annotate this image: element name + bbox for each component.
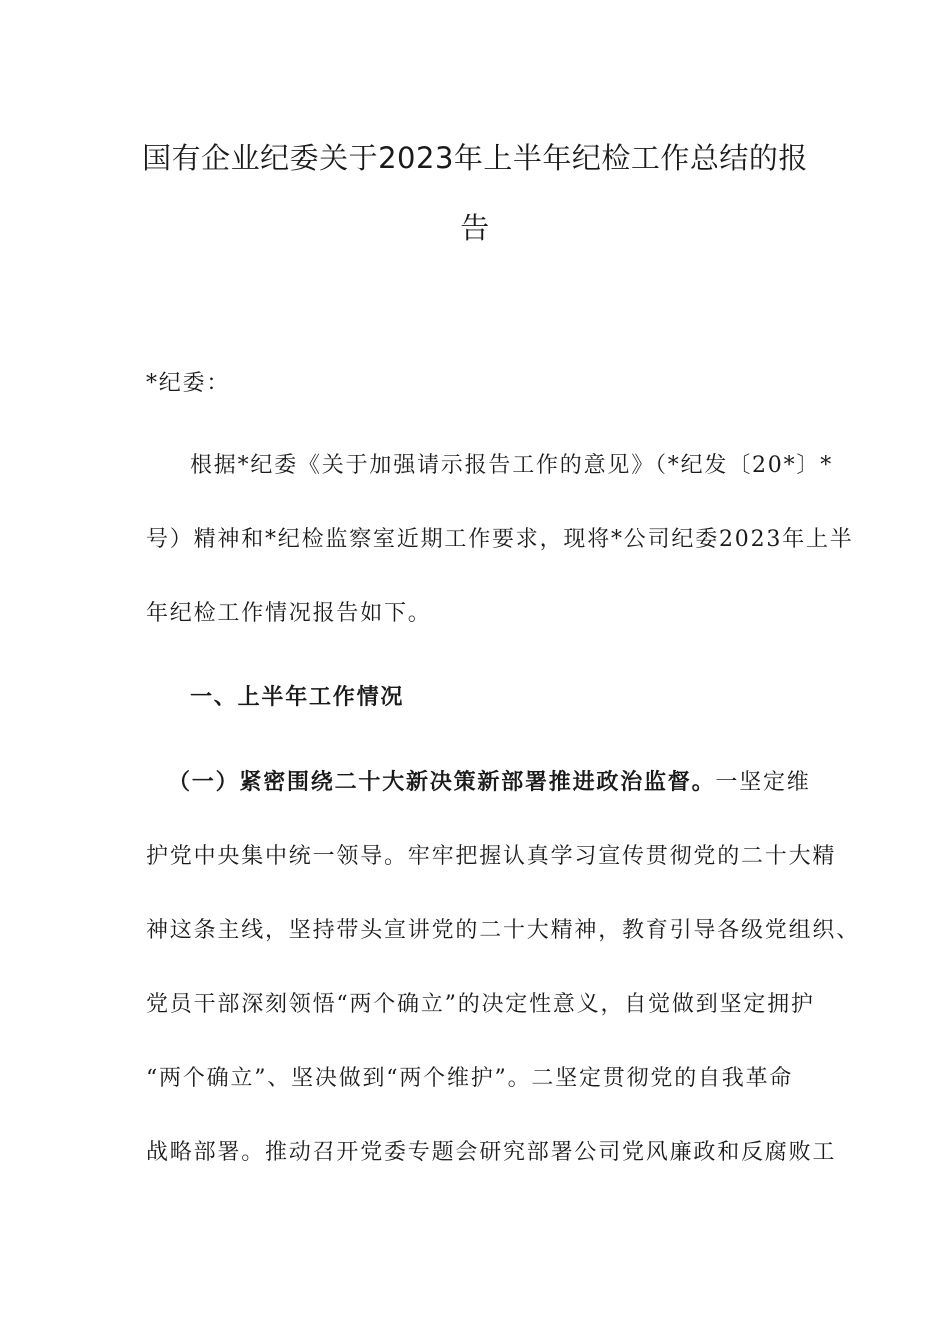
section-heading: 一、上半年工作情况 <box>190 684 405 710</box>
paragraph-line: 党员干部深刻领悟“两个确立”的决定性意义，自觉做到坚定拥护 <box>146 992 815 1017</box>
salutation: *纪委： <box>146 371 231 396</box>
subsection-text: 一坚定维 <box>715 770 811 795</box>
paragraph-line: “两个确立”、坚决做到“两个维护”。二坚定贯彻党的自我革命 <box>146 1066 794 1091</box>
subsection-heading: （一）紧密围绕二十大新决策新部署推进政治监督。 <box>168 769 716 795</box>
document-title-line2: 告 <box>460 211 490 245</box>
document-title-line1: 国有企业纪委关于2023年上半年纪检工作总结的报 <box>142 141 808 175</box>
paragraph-line: 年纪检工作情况报告如下。 <box>146 601 432 626</box>
paragraph-line: 护党中央集中统一领导。牢牢把握认真学习宣传贯彻党的二十大精 <box>146 844 837 869</box>
paragraph-line: 战略部署。推动召开党委专题会研究部署公司党风廉政和反腐败工 <box>146 1140 837 1165</box>
paragraph-line: 号）精神和*纪检监察室近期工作要求，现将*公司纪委2023年上半 <box>146 527 854 552</box>
paragraph-line: 神这条主线，坚持带头宣讲党的二十大精神，教育引导各级党组织、 <box>146 918 861 943</box>
subsection-first-line <box>168 765 811 796</box>
paragraph-line: 根据*纪委《关于加强请示报告工作的意见》（*纪发〔20*〕* <box>190 453 833 478</box>
